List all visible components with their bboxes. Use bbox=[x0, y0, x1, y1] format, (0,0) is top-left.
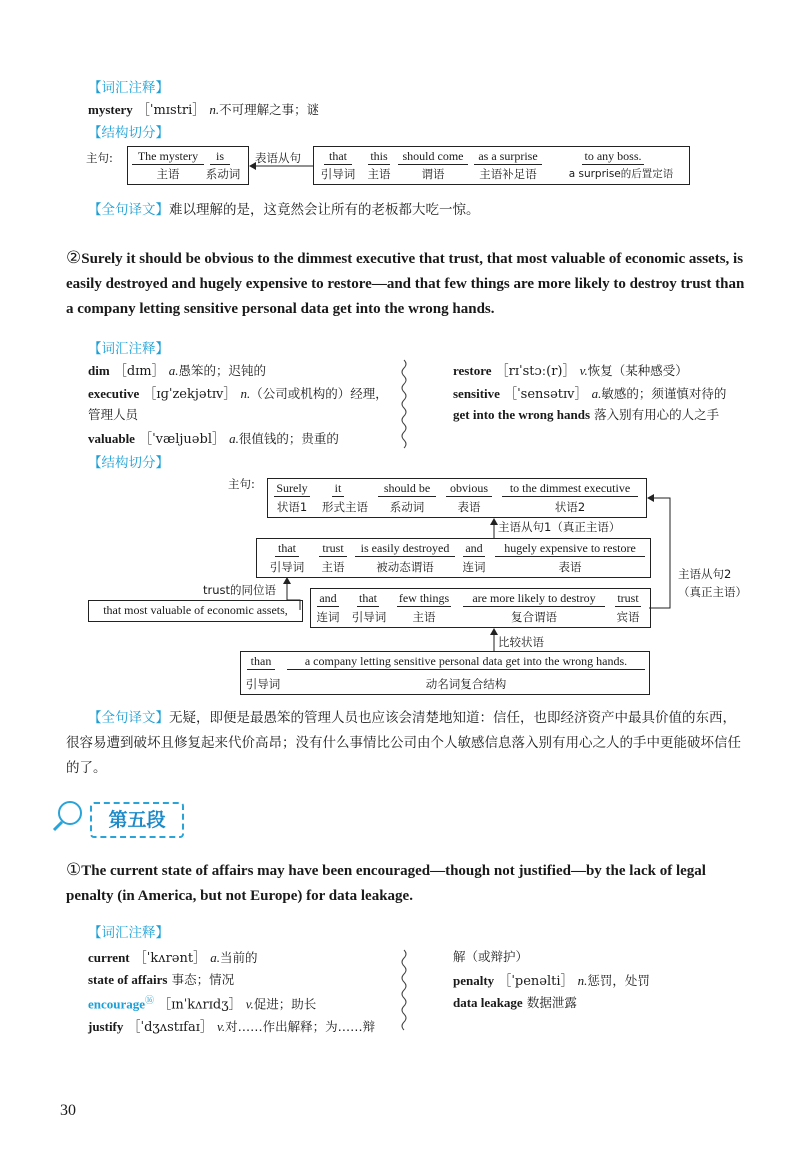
appositive-label: trust的同位语 bbox=[203, 583, 277, 597]
subject-clause-2-label-b: （真正主语） bbox=[678, 585, 747, 599]
vocab-entry: valuable ［ˈvæljuəbl］ a.很值钱的；贵重的 bbox=[88, 431, 339, 447]
clause-role: 连词 bbox=[462, 560, 486, 574]
vocab-entry: data leakage 数据泄露 bbox=[453, 995, 577, 1010]
clause-role: 宾语 bbox=[616, 610, 640, 624]
subject-clause-1-label: 主语从句1（真正主语） bbox=[498, 520, 621, 534]
clause-word: and bbox=[463, 541, 485, 557]
clause-role: 连词 bbox=[316, 610, 340, 624]
clause-word: a company letting sensitive personal data get into the wrong hands. bbox=[287, 654, 645, 670]
clause-word: and bbox=[317, 591, 339, 607]
clause-word: The mystery bbox=[132, 149, 204, 165]
vocab-entry: current ［ˈkʌrənt］ a.当前的 bbox=[88, 950, 258, 966]
comparison-label: 比较状语 bbox=[498, 635, 544, 649]
main-clause-label: 主句: bbox=[228, 477, 255, 491]
vocab-tag: 【词汇注释】 bbox=[88, 341, 169, 357]
clause-word: few things bbox=[398, 591, 450, 605]
clause-role: 被动态谓语 bbox=[376, 560, 434, 574]
clause-role: a surprise的后置定语 bbox=[568, 168, 674, 180]
vocab-entry: penalty ［ˈpenəlti］ n.惩罚，处罚 bbox=[453, 973, 650, 989]
clause-role: 形式主语 bbox=[322, 500, 368, 514]
vocab-tag: 【词汇注释】 bbox=[88, 925, 169, 941]
translation: 【全句译文】难以理解的是，这竟然会让所有的老板都大吃一惊。 bbox=[88, 202, 480, 218]
translation: 【全句译文】无疑，即便是最愚笨的管理人员也应该会清楚地知道：信任，也即经济资产中最具价值的东西，很容易遭到破坏且修复起来代价高昂；没有什么事情比公司由个人敏感信息落入别有用心之人的手中更能破坏信任的了。 bbox=[66, 710, 741, 776]
clause-role: 引导词 bbox=[320, 167, 356, 181]
clause-word: this bbox=[368, 149, 390, 165]
sentence-2: ②Surely it should be obvious to the dimmest executive that trust, that most valuable of economic assets, is easily destroyed and hugely expensive to restore—and that few things are more likely to destroy trust than a company letting sensitive personal data get into the wrong hands. bbox=[66, 248, 745, 317]
subject-clause-2-label-a: 主语从句2 bbox=[678, 567, 732, 581]
clause-role: 主语 bbox=[321, 560, 345, 574]
clause-word: Surely bbox=[274, 481, 310, 497]
predicative-clause-label: 表语从句 bbox=[255, 151, 301, 165]
vocab-entry: justify ［ˈdʒʌstɪfaɪ］ v.对……作出解释；为……辩 bbox=[88, 1019, 376, 1035]
clause-word: that bbox=[359, 591, 377, 605]
clause-role: 引导词 bbox=[269, 560, 305, 574]
clause-role: 状语1 bbox=[276, 500, 308, 514]
clause-role: 主语 bbox=[367, 167, 391, 181]
clause-word: trust bbox=[615, 591, 641, 607]
clause-role: 表语 bbox=[457, 500, 481, 514]
vocab-entry-cont: 解（或辩护） bbox=[453, 949, 529, 964]
vocab-entry: state of affairs 事态；情况 bbox=[88, 972, 235, 987]
clause-word: than bbox=[247, 654, 275, 670]
main-clause-label: 主句: bbox=[86, 151, 113, 165]
clause-word: obvious bbox=[446, 481, 492, 497]
appositive-text: that most valuable of economic assets, bbox=[103, 603, 288, 617]
clause-role: 复合谓语 bbox=[511, 610, 557, 624]
clause-word: that bbox=[324, 149, 352, 165]
clause-role: 引导词 bbox=[245, 677, 281, 691]
section-title-box bbox=[90, 802, 184, 838]
clause-role: 状语2 bbox=[554, 500, 586, 514]
clause-word: is bbox=[210, 149, 230, 165]
clause-word: should be bbox=[378, 481, 436, 497]
vocab-tag: 【词汇注释】 bbox=[88, 80, 169, 96]
vocab-entry: mystery ［ˈmɪstri］ n.不可理解之事；谜 bbox=[88, 102, 320, 118]
vocab-entry: restore ［rɪˈstɔː(r)］ v.恢复（某种感受） bbox=[453, 363, 688, 379]
sentence-3: ①The current state of affairs may have been encouraged—though not justified—by the lack of legal penalty (in America, but not Europe) for data leakage. bbox=[66, 860, 706, 904]
clause-role: 系动词 bbox=[205, 167, 241, 181]
clause-word: hugely expensive to restore bbox=[495, 541, 645, 557]
section-title: 第五段 bbox=[108, 809, 166, 831]
clause-role: 主语 bbox=[156, 167, 180, 181]
clause-word: is easily destroyed bbox=[355, 541, 455, 557]
structure-tag: 【结构切分】 bbox=[88, 125, 169, 141]
vocab-entry: sensitive ［ˈsensətɪv］ a.敏感的；须谨慎对待的 bbox=[453, 386, 727, 402]
vocab-entry: get into the wrong hands 落入别有用心的人之手 bbox=[453, 407, 720, 422]
clause-word: as a surprise bbox=[474, 149, 542, 165]
structure-tag: 【结构切分】 bbox=[88, 455, 169, 471]
clause-role: 主语补足语 bbox=[479, 167, 537, 181]
clause-word: should come bbox=[398, 149, 468, 165]
clause-role: 引导词 bbox=[351, 610, 387, 624]
vocab-entry: dim ［dɪm］ a.愚笨的；迟钝的 bbox=[88, 363, 267, 379]
clause-role: 动名词复合结构 bbox=[425, 677, 507, 691]
clause-word: to the dimmest executive bbox=[502, 481, 638, 497]
clause-word: trust bbox=[319, 541, 347, 557]
vocab-entry: encourage⑯ ［ɪnˈkʌrɪdʒ］ v.促进；助长 bbox=[88, 996, 317, 1013]
vocab-entry-cont: 管理人员 bbox=[88, 407, 139, 422]
clause-role: 主语 bbox=[412, 610, 436, 624]
clause-role: 系动词 bbox=[389, 500, 425, 514]
clause-word: are more likely to destroy bbox=[463, 591, 605, 607]
clause-role: 表语 bbox=[558, 560, 582, 574]
clause-role: 谓语 bbox=[421, 167, 445, 181]
clause-word: it bbox=[332, 481, 344, 497]
vocab-entry: executive ［ɪɡˈzekjətɪv］ n.（公司或机构的）经理， bbox=[88, 386, 388, 402]
page-number: 30 bbox=[60, 1102, 76, 1119]
clause-word: that bbox=[275, 541, 299, 557]
clause-word: to any boss. bbox=[582, 149, 644, 165]
